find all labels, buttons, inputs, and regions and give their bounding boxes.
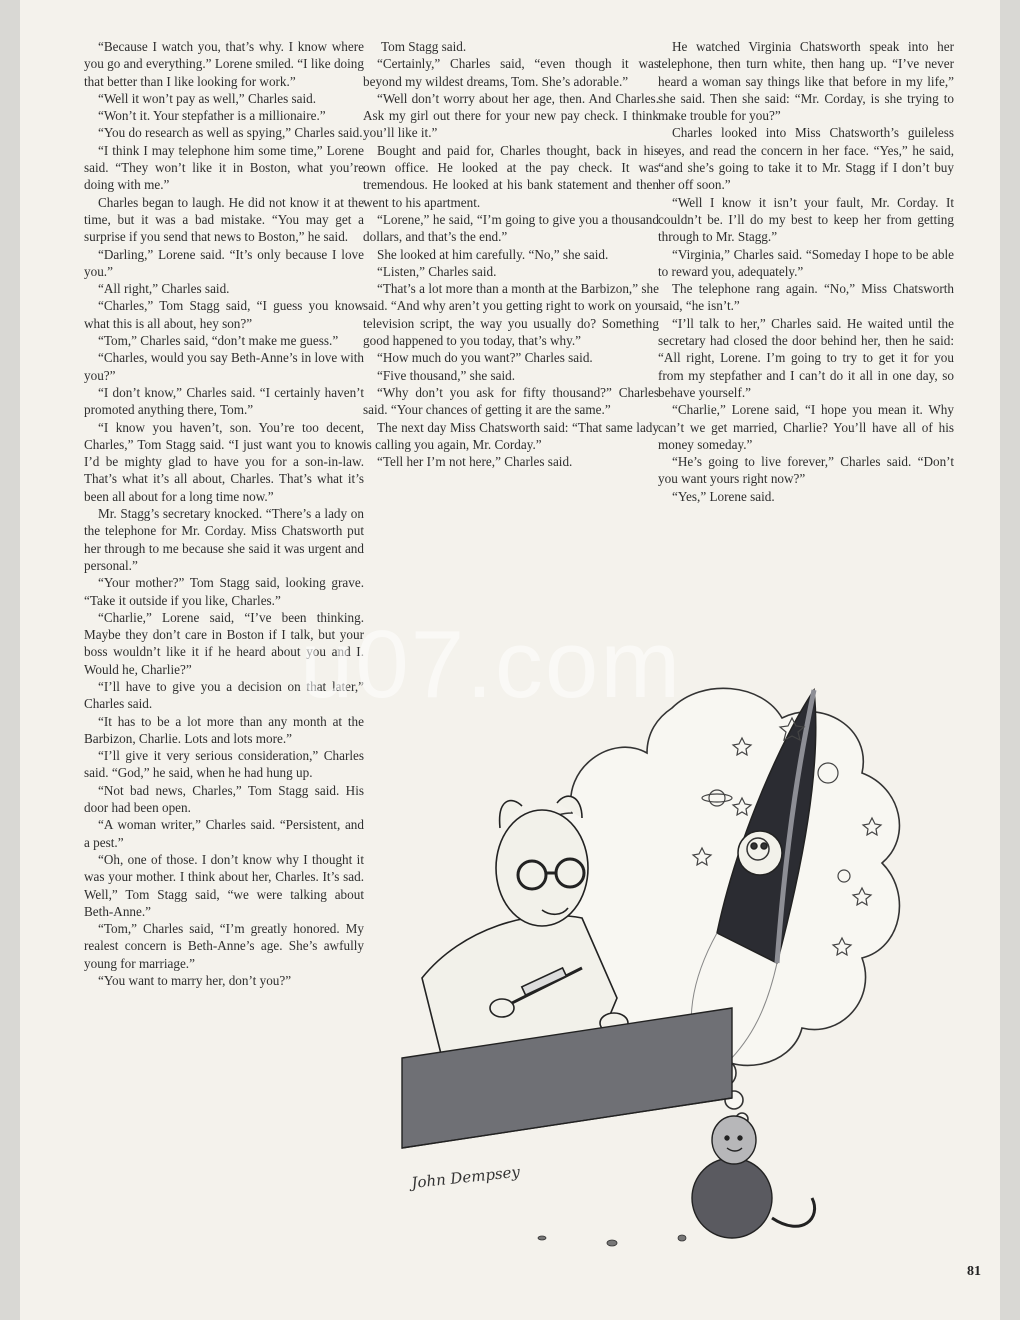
- paragraph: “Charles, would you say Beth-Anne’s in love with you?”: [84, 350, 364, 383]
- paragraph: “Well it won’t pay as well,” Charles said.: [98, 90, 317, 106]
- paragraph: “Five thousand,” she said.: [377, 367, 516, 383]
- paragraph: “Your mother?” Tom Stagg said, looking grave. “Take it outside if you like, Charles.”: [84, 575, 364, 608]
- paragraph: “I know you haven’t, son. You’re too decent, Charles,” Tom Stagg said. “I just want you to know I’d be mighty glad to have you for a son-in-law. That’s what it’s all about, Charles. That’s what it’s been all about for a long time now.”: [84, 419, 364, 504]
- magazine-page: [20, 0, 1000, 1320]
- paragraph: “All right,” Charles said.: [98, 281, 230, 297]
- floor-debris: [538, 1235, 686, 1246]
- text-column-1: [84, 38, 364, 989]
- paragraph: “Why don’t you ask for fifty thousand?” Charles said. “Your chances of getting it are the same.”: [363, 384, 659, 418]
- paragraph: “Certainly,” Charles said, “even though it was beyond my wildest dreams, Tom. She’s adorable.”: [363, 56, 659, 89]
- paragraph: “Well I know it isn’t your fault, Mr. Corday. It couldn’t be. I’ll do my best to keep her from getting through to Mr. Stagg.”: [658, 194, 954, 245]
- paragraph: “I’ll give it very serious consideration,” Charles said. “God,” he said, when he had hung up.: [84, 748, 364, 781]
- paragraph: Tom Stagg said.: [381, 39, 467, 54]
- paragraph: “I’ll have to give you a decision on that later,” Charles said.: [84, 678, 364, 712]
- paragraph: “You do research as well as spying,” Charles said.: [98, 125, 363, 141]
- paragraph: “Oh, one of those. I don’t know why I thought it was your mother. I think about her, Charles. It’s sad. Well,” Tom Stagg said, “we were talking about Beth-Anne.”: [84, 851, 364, 919]
- cartoon-illustration: [382, 678, 962, 1258]
- paragraph: The next day Miss Chatsworth said: “That same lady is calling you again, Mr. Corday.”: [363, 419, 659, 452]
- paragraph: “Yes,” Lorene said.: [672, 488, 775, 504]
- paragraph: “It has to be a lot more than any month at the Barbizon, Charlie. Lots and lots more.”: [84, 713, 364, 746]
- paragraph: She looked at him carefully. “No,” she said.: [377, 246, 609, 262]
- text-column-2: [363, 38, 659, 470]
- page-number: 81: [967, 1264, 981, 1279]
- paragraph: “Well don’t worry about her age, then. And Charles. Ask my girl out there for your new pay check. I think you’ll like it.”: [363, 90, 659, 141]
- paragraph: “Charlie,” Lorene said, “I hope you mean it. Why can’t we get married, Charlie? You’ll have all of his money someday.”: [658, 402, 954, 452]
- paragraph: Mr. Stagg’s secretary knocked. “There’s a lady on the telephone for Mr. Corday. Miss Chatsworth put her through to me because she said it was urgent and personal.”: [84, 506, 364, 573]
- paragraph: “Because I watch you, that’s why. I know where you go and everything.” Lorene smiled. “I like doing that better than I like looking for work.”: [84, 39, 364, 89]
- paragraph: “A woman writer,” Charles said. “Persistent, and a pest.”: [84, 817, 364, 850]
- paragraph: He watched Virginia Chatsworth speak into her telephone, then turn white, then hang up. “I’ve never heard a woman say things like that before in my life,” she said. Then she said: “Mr. Corday, is she trying to make trouble for you?”: [658, 39, 954, 124]
- paragraph: “I don’t know,” Charles said. “I certainly haven’t promoted anything there, Tom.”: [84, 384, 364, 418]
- paragraph: “Virginia,” Charles said. “Someday I hope to be able to reward you, adequately.”: [658, 246, 954, 279]
- paragraph: “Listen,” Charles said.: [377, 263, 497, 279]
- watermark: u07.com: [300, 611, 683, 718]
- paragraph: “Charlie,” Lorene said, “I’ve been thinking. Maybe they don’t care in Boston if I talk, but your boss wouldn’t like it if he heard about you and I. Would he, Charlie?”: [84, 609, 364, 677]
- paragraph: “I’ll talk to her,” Charles said. He waited until the secretary had closed the door behind her, then he said: “All right, Lorene. I’m going to try to get it for you from my stepfather and I can’t do it all in one day, so behave yourself.”: [658, 315, 954, 400]
- paragraph: “I think I may telephone him some time,” Lorene said. “They won’t like it in Boston, what you’re doing with me.”: [84, 142, 364, 193]
- paragraph: “Tell her I’m not here,” Charles said.: [377, 454, 573, 470]
- paragraph: “You want to marry her, don’t you?”: [98, 973, 292, 989]
- paragraph: “That’s a lot more than a month at the Barbizon,” she said. “And why aren’t you getting right to work on your television script, the way you usually do? Something good happened to you today, that’s why.”: [363, 281, 659, 349]
- paragraph: “Lorene,” he said, “I’m going to give you a thousand dollars, and that’s the end.”: [363, 211, 659, 245]
- paragraph: “Darling,” Lorene said. “It’s only because I love you.”: [84, 246, 364, 279]
- paragraph: “Won’t it. Your stepfather is a millionaire.”: [98, 108, 326, 124]
- paragraph: “Charles,” Tom Stagg said, “I guess you know what this is all about, hey son?”: [84, 298, 364, 331]
- monkey: [692, 1116, 815, 1238]
- paragraph: Bought and paid for, Charles thought, back in his own office. He looked at the pay check. It was tremendous. He looked at his bank statement and then went to his apartment.: [363, 142, 659, 210]
- text-column-3: [658, 38, 954, 505]
- paragraph: The telephone rang again. “No,” Miss Chatsworth said, “he isn’t.”: [658, 281, 954, 314]
- paragraph: “Tom,” Charles said, “I’m greatly honored. My realest concern is Beth-Anne’s age. She’s awfully young for marriage.”: [84, 921, 364, 971]
- paragraph: Charles began to laugh. He did not know it at the time, but it was a bad mistake. “You may get a surprise if you send that news to Boston,” he said.: [84, 194, 364, 245]
- paragraph: Charles looked into Miss Chatsworth’s guileless eyes, and read the concern in her face. “Yes,” he said, “and she’s going to take it to Mr. Stagg if I don’t buy her off soon.”: [658, 125, 954, 193]
- paragraph: “How much do you want?” Charles said.: [377, 350, 593, 366]
- paragraph: “Not bad news, Charles,” Tom Stagg said. His door had been open.: [84, 782, 364, 816]
- paragraph: “He’s going to live forever,” Charles said. “Don’t you want yours right now?”: [658, 454, 954, 487]
- artist-signature: John Dempsey: [410, 1162, 521, 1192]
- paragraph: “Tom,” Charles said, “don’t make me guess.”: [98, 333, 339, 349]
